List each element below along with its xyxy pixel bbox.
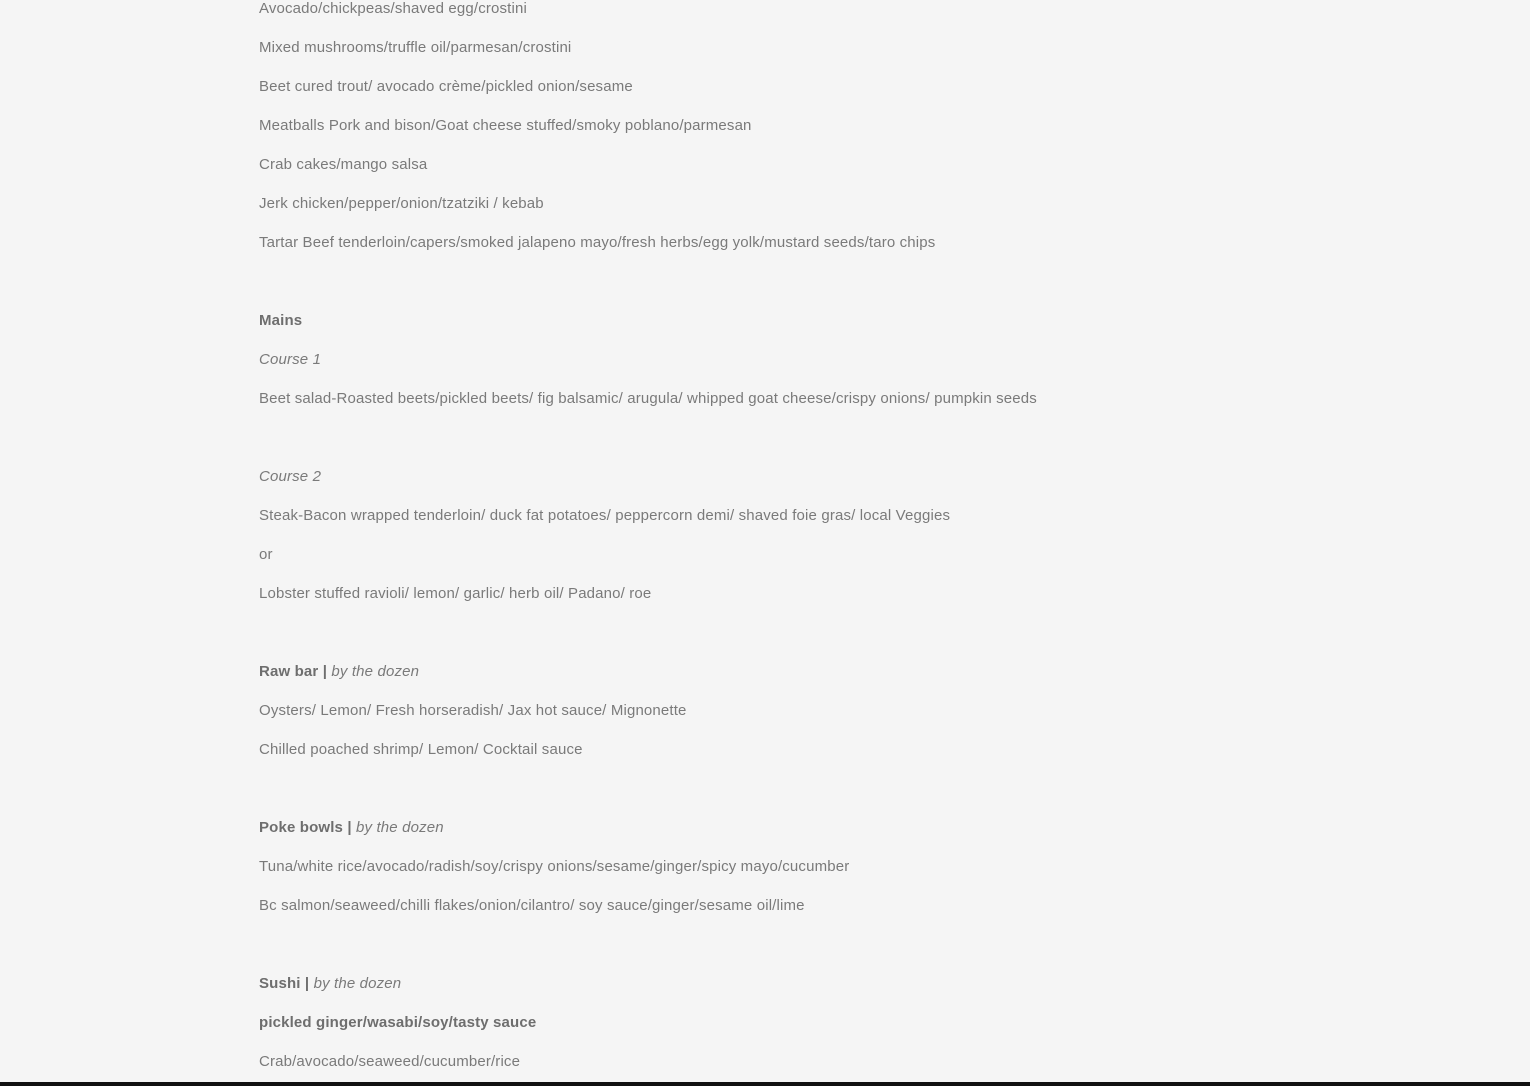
appetizer-item: Jerk chicken/pepper/onion/tzatziki / kebab xyxy=(259,195,544,212)
raw-bar-note: by the dozen xyxy=(331,663,420,680)
course-1-item: Beet salad-Roasted beets/pickled beets/ fig balsamic/ arugula/ whipped goat cheese/crispy onions/ pumpkin seeds xyxy=(259,390,1037,407)
sushi-subheading: pickled ginger/wasabi/soy/tasty sauce xyxy=(259,1014,537,1031)
poke-bowls-heading-line xyxy=(259,819,444,837)
raw-bar-heading: Raw bar | xyxy=(259,663,328,680)
appetizer-item: Beet cured trout/ avocado crème/pickled onion/sesame xyxy=(259,78,633,95)
appetizer-item: Avocado/chickpeas/shaved egg/crostini xyxy=(259,0,527,17)
course-2-item: Lobster stuffed ravioli/ lemon/ garlic/ herb oil/ Padano/ roe xyxy=(259,585,652,602)
course-1-label: Course 1 xyxy=(259,351,322,368)
raw-bar-heading-line xyxy=(259,663,419,681)
appetizer-item: Mixed mushrooms/truffle oil/parmesan/crostini xyxy=(259,39,572,56)
course-2-or: or xyxy=(259,546,273,563)
sushi-note: by the dozen xyxy=(313,975,402,992)
sushi-item: Crab/avocado/seaweed/cucumber/rice xyxy=(259,1053,521,1070)
bottom-bar xyxy=(0,1082,1530,1086)
appetizer-item: Crab cakes/mango salsa xyxy=(259,156,428,173)
mains-heading: Mains xyxy=(259,312,303,329)
course-2-item: Steak-Bacon wrapped tenderloin/ duck fat potatoes/ peppercorn demi/ shaved foie gras/ local Veggies xyxy=(259,507,951,524)
poke-bowls-heading: Poke bowls | xyxy=(259,819,352,836)
appetizer-item: Meatballs Pork and bison/Goat cheese stuffed/smoky poblano/parmesan xyxy=(259,117,752,134)
sushi-heading-line xyxy=(259,975,401,993)
raw-bar-item: Chilled poached shrimp/ Lemon/ Cocktail sauce xyxy=(259,741,583,758)
poke-bowl-item: Tuna/white rice/avocado/radish/soy/crispy onions/sesame/ginger/spicy mayo/cucumber xyxy=(259,858,850,875)
course-2-label: Course 2 xyxy=(259,468,322,485)
sushi-heading: Sushi | xyxy=(259,975,310,992)
raw-bar-item: Oysters/ Lemon/ Fresh horseradish/ Jax hot sauce/ Mignonette xyxy=(259,702,687,719)
poke-bowls-note: by the dozen xyxy=(356,819,444,836)
poke-bowl-item: Bc salmon/seaweed/chilli flakes/onion/cilantro/ soy sauce/ginger/sesame oil/lime xyxy=(259,897,805,914)
appetizer-item: Tartar Beef tenderloin/capers/smoked jalapeno mayo/fresh herbs/egg yolk/mustard seeds/taro chips xyxy=(259,234,936,251)
